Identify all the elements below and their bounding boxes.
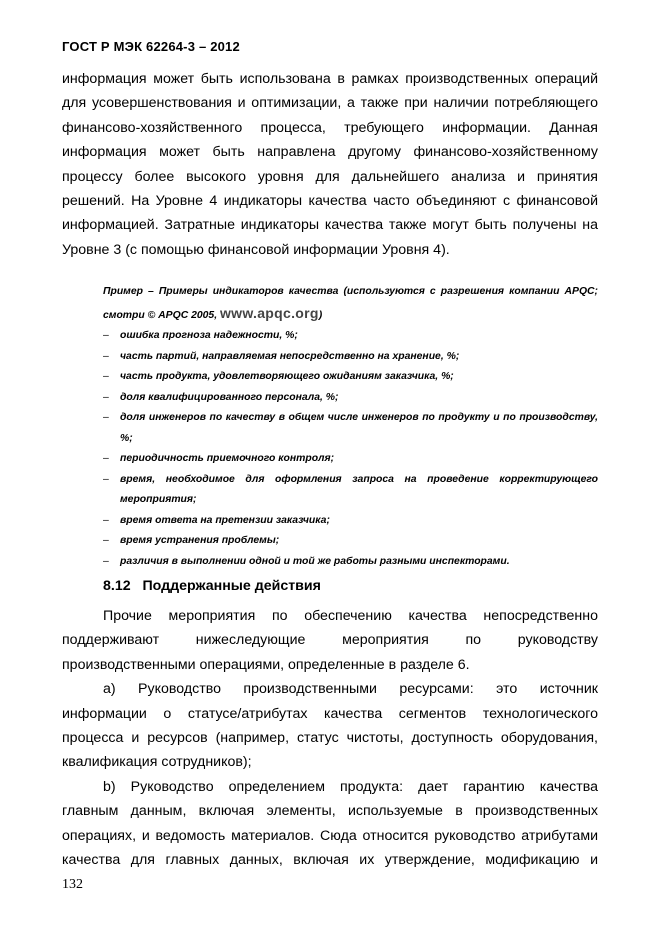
example-list-item: – периодичность приемочного контроля; xyxy=(103,449,598,470)
example-list-item: – ошибка прогноза надежности, %; xyxy=(103,326,598,347)
intro-line: информация может быть использована в рамках производственных операций xyxy=(62,71,598,87)
section-heading xyxy=(103,578,321,594)
section-line: квалификация сотрудников); xyxy=(62,754,252,771)
section-body xyxy=(62,604,598,872)
example-lead-close: ) xyxy=(318,309,323,321)
example-lead-text: Пример – Примеры индикаторов качества (используются с разрешения компании APQC; смотри © APQC 2005, xyxy=(103,286,598,321)
example-list-item: – часть партий, направляемая непосредственно на хранение, %; xyxy=(103,347,598,368)
section-line: b) Руководство определением продукта: дает гарантию качества xyxy=(103,778,598,795)
section-line: производственными операциями, определенные в разделе 6. xyxy=(62,656,470,673)
page-header: ГОСТ Р МЭК 62264-3 – 2012 xyxy=(62,39,240,54)
example-list xyxy=(103,326,598,572)
section-line: операциях, и ведомость материалов. Сюда относится руководство атрибутами xyxy=(62,827,598,844)
apqc-link[interactable]: www.apqc.org xyxy=(219,304,319,321)
example-list-item: – время устранения проблемы; xyxy=(103,531,598,552)
intro-paragraph xyxy=(62,67,598,262)
intro-line: информацией. Затратные индикаторы качества также могут быть получены на xyxy=(62,217,598,234)
section-line: качества для главных данных, включая их утверждение, модификацию и xyxy=(62,852,598,869)
intro-line: решений. На Уровне 4 индикаторы качества часто объединяют с финансовой xyxy=(62,193,598,210)
intro-line: финансово-хозяйственного процесса, требующего информации. Данная xyxy=(62,119,598,136)
example-list-item: – доля инженеров по качеству в общем числе инженеров по продукту и по производству, %; xyxy=(103,408,598,449)
example-block xyxy=(103,282,598,572)
example-list-item: – доля квалифицированного персонала, %; xyxy=(103,388,598,409)
section-number: 8.12 xyxy=(103,578,131,594)
section-title: Поддержанные действия xyxy=(142,578,321,594)
example-list-item: – время, необходимое для оформления запроса на проведение корректирующего мероприятия; xyxy=(103,470,598,511)
intro-line: информация может быть направлена другому финансово-хозяйственному xyxy=(62,144,598,161)
example-list-item: – различия в выполнении одной и той же работы разными инспекторами. xyxy=(103,552,598,573)
section-line: a) Руководство производственными ресурсами: это источник xyxy=(103,681,598,698)
example-lead xyxy=(103,282,598,326)
intro-line: для усовершенствования и оптимизации, а также при наличии потребляющего xyxy=(62,95,598,112)
section-line: главным данным, включая элементы, используемые в производственных xyxy=(62,803,598,820)
example-list-item: – часть продукта, удовлетворяющего ожиданиям заказчика, %; xyxy=(103,367,598,388)
section-line: информации о статусе/атрибутах качества сегментов технологического xyxy=(62,705,598,722)
section-line: процесса и ресурсов (например, статус чистоты, доступность оборудования, xyxy=(62,730,598,747)
page-number: 132 xyxy=(62,877,83,892)
section-line: поддерживают нижеследующие мероприятия по руководству xyxy=(62,632,598,649)
intro-line: процессу более высокого уровня для дальнейшего анализа и принятия xyxy=(62,168,598,185)
intro-line: Уровне 3 (с помощью финансовой информации Уровня 4). xyxy=(62,241,450,258)
example-list-item: – время ответа на претензии заказчика; xyxy=(103,511,598,532)
section-line: Прочие мероприятия по обеспечению качества непосредственно xyxy=(103,608,598,624)
